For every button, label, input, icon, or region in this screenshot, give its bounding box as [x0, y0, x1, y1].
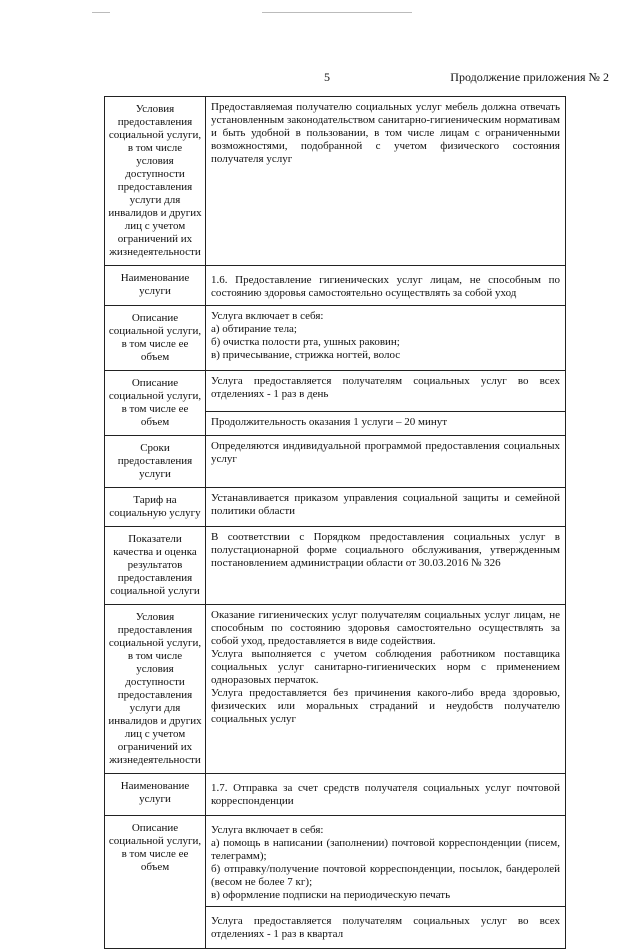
row-content: 1.6. Предоставление гигиенических услуг лицам, не способным по состоянию здоровья самостоятельно осуществлять за собой уход — [206, 266, 566, 306]
service-description-table — [104, 96, 566, 949]
row-label: Описание социальной услуги, в том числе ее объем — [105, 306, 206, 371]
row-content: Определяются индивидуальной программой предоставления социальных услуг — [206, 436, 566, 488]
table-row — [105, 97, 566, 266]
table-row — [105, 306, 566, 371]
content-line: а) помощь в написании (заполнении) почтовой корреспонденции (писем, телеграмм); — [211, 837, 560, 862]
row-label: Наименование услуги — [105, 774, 206, 816]
table-row — [105, 527, 566, 605]
table-row — [105, 816, 566, 907]
row-content: В соответствии с Порядком предоставления социальных услуг в полустационарной форме социального обслуживания, утвержденным постановлением администрации области от 30.03.2016 № 326 — [206, 527, 566, 605]
row-content — [206, 816, 566, 907]
appendix-continuation-label: Продолжение приложения № 2 — [450, 70, 609, 84]
row-content-frequency: Услуга предоставляется получателям социальных услуг во всех отделениях - 1 раз в квартал — [206, 907, 566, 949]
row-content: Услуга предоставляется получателям социальных услуг во всех отделениях - 1 раз в день — [206, 371, 566, 412]
content-paragraph: Оказание гигиенических услуг получателям социальных услуг лицам, не способным по состоянию здоровья самостоятельно осуществлять за собой уход, предоставляется в виде содействия. — [211, 609, 560, 647]
row-content-duration: Продолжительность оказания 1 услуги – 20 минут — [206, 411, 566, 435]
content-line: б) отправку/получение почтовой корреспонденции, посылок, бандеролей (весом не более 7 кг); — [211, 863, 560, 888]
scan-artifact-line — [92, 12, 110, 13]
row-content: 1.7. Отправка за счет средств получателя социальных услуг почтовой корреспонденции — [206, 774, 566, 816]
table-row — [105, 371, 566, 412]
content-line: Услуга включает в себя: — [211, 824, 324, 836]
content-line: б) очистка полости рта, ушных раковин; — [211, 336, 400, 348]
row-label: Условия предоставления социальной услуги, в том числе условия доступности предоставления услуги для инвалидов и других лиц с учетом ограничений их жизнедеятельности — [105, 97, 206, 266]
content-paragraph: Услуга выполняется с учетом соблюдения работником поставщика социальных услуг санитарно-гигиенических норм с применением одноразовых перчаток. — [211, 648, 560, 686]
table-row — [105, 436, 566, 488]
table-row — [105, 488, 566, 527]
row-content: Предоставляемая получателю социальных услуг мебель должна отвечать установленным законодательством санитарно-гигиеническим нормативам и быть удобной в пользовании, в том числе лицам с ограниченными возможностями, подобранной с учетом физического состояния получателя услуг — [206, 97, 566, 266]
content-paragraph: Услуга предоставляется без причинения какого-либо вреда здоровью, физических или моральных страданий и неудобств получателю социальных услуг — [211, 687, 560, 725]
content-line: а) обтирание тела; — [211, 323, 297, 335]
row-label: Условия предоставления социальной услуги, в том числе условия доступности предоставления услуги для инвалидов и других лиц с учетом ограничений их жизнедеятельности — [105, 605, 206, 774]
row-content: Устанавливается приказом управления социальной защиты и семейной политики области — [206, 488, 566, 527]
content-line: в) причесывание, стрижка ногтей, волос — [211, 349, 401, 361]
row-content — [206, 605, 566, 774]
row-label: Описание социальной услуги, в том числе ее объем — [105, 816, 206, 949]
row-label: Тариф на социальную услугу — [105, 488, 206, 527]
table-row — [105, 266, 566, 306]
table-row — [105, 605, 566, 774]
row-label: Описание социальной услуги, в том числе ее объем — [105, 371, 206, 436]
content-line: Услуга включает в себя: — [211, 310, 324, 322]
table-row — [105, 774, 566, 816]
content-line: в) оформление подписки на периодическую печать — [211, 889, 451, 901]
row-content — [206, 306, 566, 371]
page-number: 5 — [324, 70, 330, 84]
row-label: Наименование услуги — [105, 266, 206, 306]
scan-artifact-line — [262, 12, 412, 13]
row-label: Сроки предоставления услуги — [105, 436, 206, 488]
row-label: Показатели качества и оценка результатов предоставления социальной услуги — [105, 527, 206, 605]
